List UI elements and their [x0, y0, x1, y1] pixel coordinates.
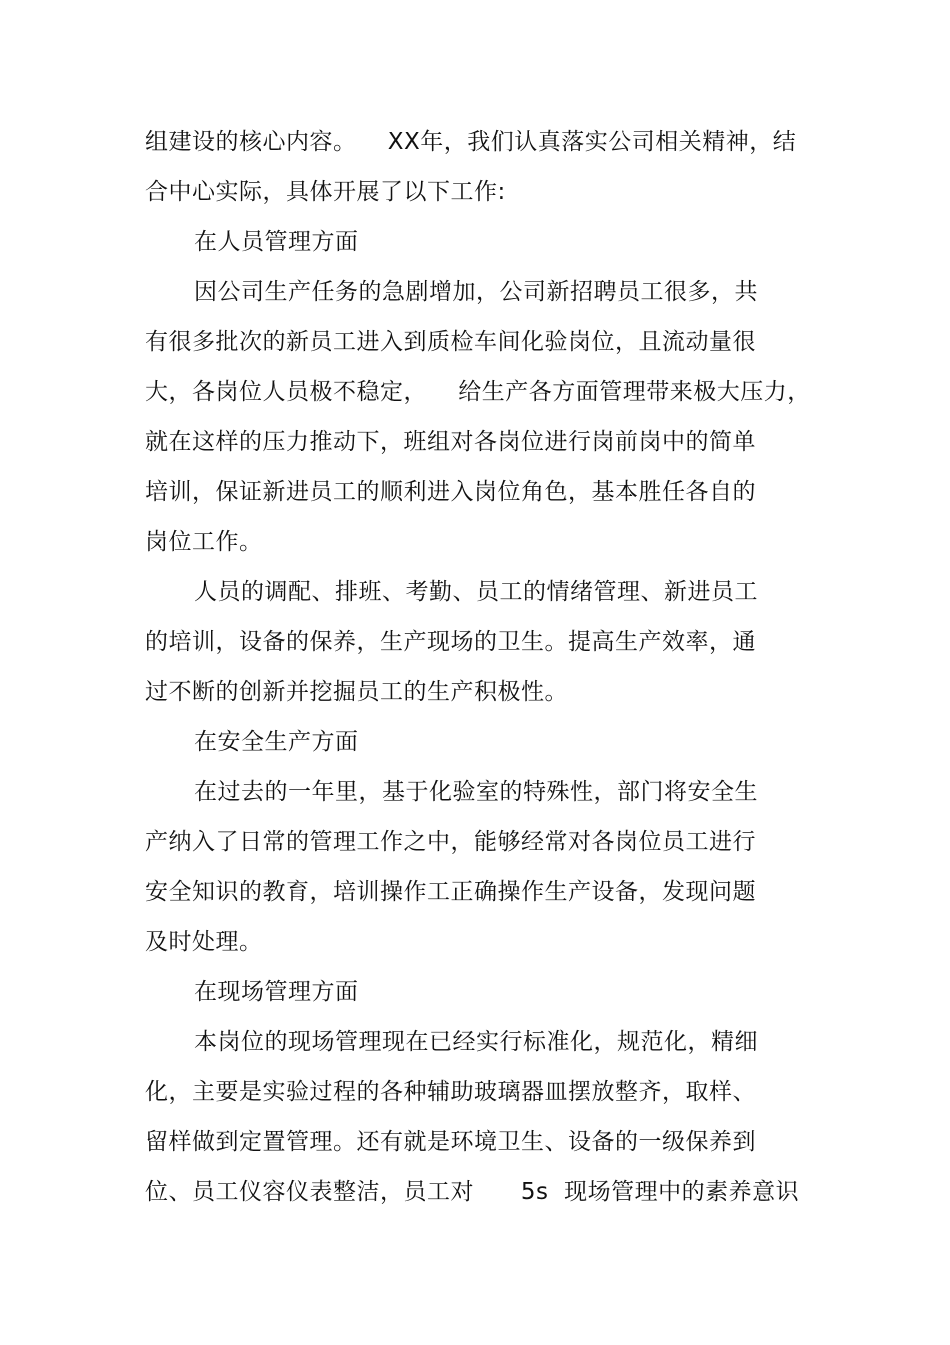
text-line: 培训，保证新进员工的顺利进入岗位角色，基本胜任各自的 [145, 479, 756, 505]
text-line: 过不断的创新并挖掘员工的生产积极性。 [145, 679, 568, 705]
text-line: 本岗位的现场管理现在已经实行标准化，规范化，精细 [194, 1029, 758, 1055]
text-line: 大，各岗位人员极不稳定， 给生产各方面管理带来极大压力， [145, 379, 811, 405]
text-line: 合中心实际，具体开展了以下工作: [145, 179, 506, 205]
text-line: 的培训，设备的保养，生产现场的卫生。提高生产效率，通 [145, 629, 756, 655]
text-line: 位、员工仪容仪表整洁，员工对 5s 现场管理中的素养意识 [145, 1179, 800, 1205]
text-line: 安全知识的教育，培训操作工正确操作生产设备，发现问题 [145, 879, 756, 905]
text-line: 及时处理。 [145, 929, 263, 955]
text-line: 组建设的核心内容。 XX年，我们认真落实公司相关精神，结 [145, 129, 797, 155]
section-heading: 在人员管理方面 [194, 229, 359, 255]
text-line: 因公司生产任务的急剧增加，公司新招聘员工很多，共 [194, 279, 758, 305]
text-line: 就在这样的压力推动下，班组对各岗位进行岗前岗中的简单 [145, 429, 756, 455]
text-line: 留样做到定置管理。还有就是环境卫生、设备的一级保养到 [145, 1129, 756, 1155]
text-line: 人员的调配、排班、考勤、员工的情绪管理、新进员工 [194, 579, 758, 605]
section-heading: 在现场管理方面 [194, 979, 359, 1005]
text-line: 产纳入了日常的管理工作之中，能够经常对各岗位员工进行 [145, 829, 756, 855]
section-heading: 在安全生产方面 [194, 729, 359, 755]
text-line: 在过去的一年里，基于化验室的特殊性，部门将安全生 [194, 779, 758, 805]
text-line: 有很多批次的新员工进入到质检车间化验岗位，且流动量很 [145, 329, 756, 355]
text-line: 岗位工作。 [145, 529, 263, 555]
text-line: 化，主要是实验过程的各种辅助玻璃器皿摆放整齐，取样、 [145, 1079, 756, 1105]
